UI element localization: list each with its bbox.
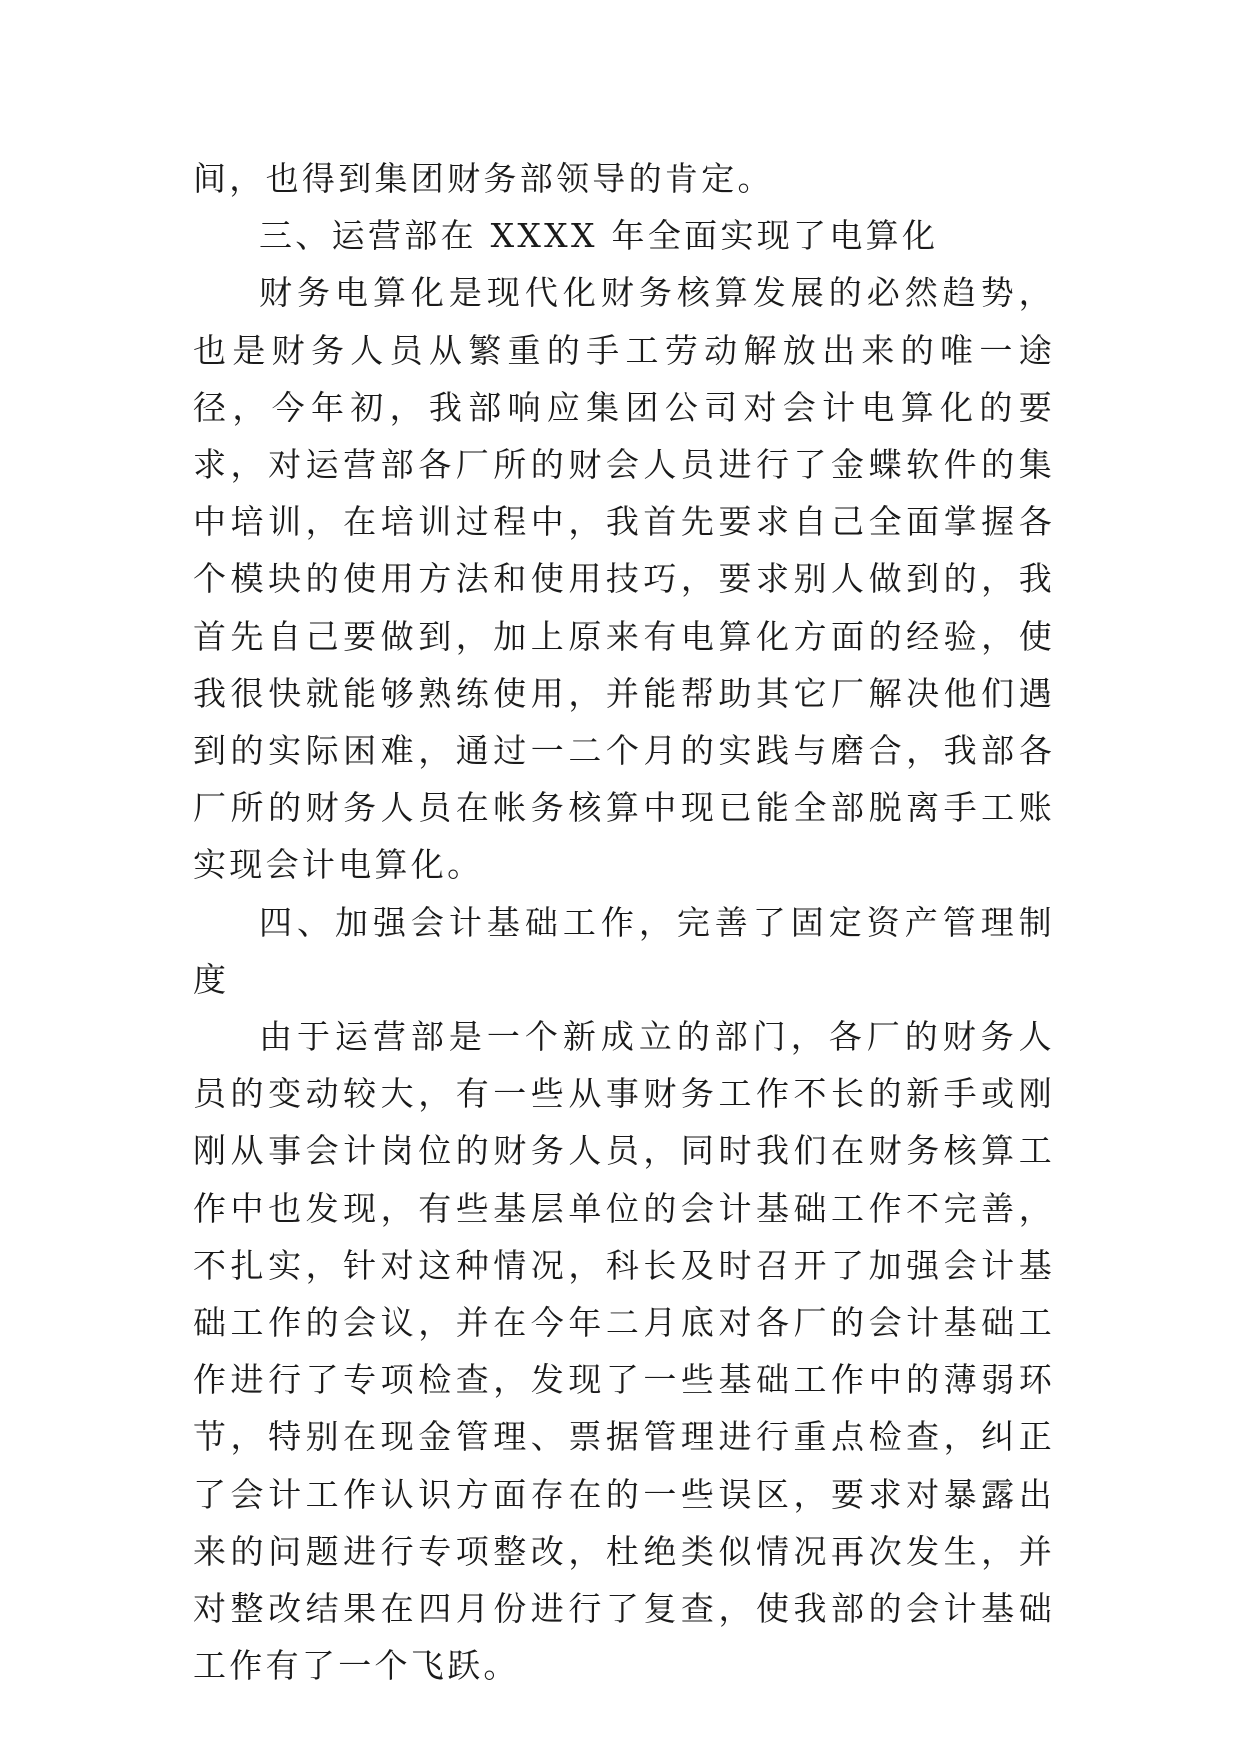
section-3-heading: 三、运营部在 XXXX 年全面实现了电算化 bbox=[259, 216, 939, 256]
document-body bbox=[193, 150, 1055, 1694]
continuation-paragraph: 间，也得到集团财务部领导的肯定。 bbox=[193, 159, 774, 198]
section-3-paragraph: 财务电算化是现代化财务核算发展的必然趋势，也是财务人员从繁重的手工劳动解放出来的唯一途径，今年初，我部响应集团公司对会计电算化的要求，对运营部各厂所的财会人员进行了金蝶软件的集中培训，在培训过程中，我首先要求自己全面掌握各个模块的使用方法和使用技巧，要求别人做到的，我首先自己要做到，加上原来有电算化方面的经验，使我很快就能够熟练使用，并能帮助其它厂解决他们遇到的实际困难，通过一二个月的实践与磨合，我部各厂所的财务人员在帐务核算中现已能全部脱离手工账实现会计电算化。 bbox=[193, 273, 1055, 885]
section-4-heading: 四、加强会计基础工作，完善了固定资产管理制度 bbox=[193, 902, 1055, 999]
section-4-paragraph: 由于运营部是一个新成立的部门，各厂的财务人员的变动较大，有一些从事财务工作不长的新手或刚刚从事会计岗位的财务人员，同时我们在财务核算工作中也发现，有些基层单位的会计基础工作不完善，不扎实，针对这种情况，科长及时召开了加强会计基础工作的会议，并在今年二月底对各厂的会计基础工作进行了专项检查，发现了一些基础工作中的薄弱环节，特别在现金管理、票据管理进行重点检查，纠正了会计工作认识方面存在的一些误区，要求对暴露出来的问题进行专项整改，杜绝类似情况再次发生，并对整改结果在四月份进行了复查，使我部的会计基础工作有了一个飞跃。 bbox=[193, 1017, 1055, 1686]
